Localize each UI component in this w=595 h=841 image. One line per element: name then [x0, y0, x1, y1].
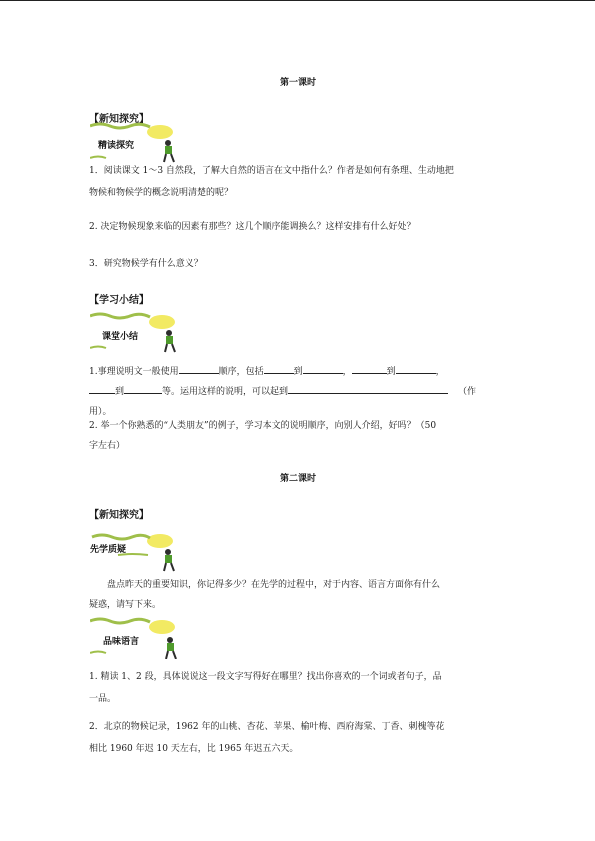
- lesson2-section-explore: 【新知探究】: [89, 510, 149, 521]
- taste-question-1: 1. 精读 1、2 段，具体说说这一段文字写得好在哪里？找出你喜欢的一个词或者句子，品 一品。: [89, 672, 442, 704]
- page-top-border: [0, 0, 595, 1]
- summary-question-2: 2. 举一个你熟悉的“人类朋友”的例子，学习本文的说明顺序，向别人介绍，好吗？（50 字左右）: [89, 421, 437, 451]
- lesson1-question-3: 3．研究物候学有什么意义？: [89, 259, 203, 269]
- badge-read-label: 精读探究: [98, 141, 135, 151]
- badge-pre-study-question: [88, 531, 180, 573]
- blank-to-2[interactable]: [396, 364, 436, 374]
- blank-from-1[interactable]: [264, 364, 294, 374]
- lesson1-section-explore: 【新知探究】: [89, 114, 149, 125]
- badge-summary-label: 课堂小结: [102, 332, 139, 342]
- blank-to-1[interactable]: [303, 364, 343, 374]
- lesson1-title: 第一课时: [280, 78, 317, 88]
- lesson2-title: 第二课时: [280, 474, 317, 484]
- badge-class-summary: [90, 312, 182, 354]
- pre-study-paragraph: 盘点昨天的重要知识，你记得多少？在先学的过程中，对于内容、语言方面你有什么 疑惑，请写下来。: [89, 580, 441, 610]
- blank-from-3[interactable]: [89, 384, 115, 394]
- lesson1-question-1: [89, 160, 509, 204]
- blank-from-2[interactable]: [352, 364, 387, 374]
- blank-order-type[interactable]: [179, 364, 219, 374]
- blank-to-3[interactable]: [124, 384, 162, 394]
- blank-effect[interactable]: [288, 384, 448, 394]
- lesson1-question-2: 2. 决定物候现象来临的因素有那些？这几个顺序能调换么？这样安排有什么好处？: [89, 222, 416, 232]
- badge-taste-language: [90, 617, 182, 659]
- badge-read-explore: [90, 122, 182, 164]
- q1-line2: 物候和物候学的概念说明清楚的呢？: [89, 188, 234, 198]
- lesson1-section-summary: 【学习小结】: [89, 295, 149, 306]
- taste-question-2: 2．北京的物候记录，1962 年的山桃、杏花、苹果、榆叶梅、西府海棠、丁香、刺槐等花 相比 1960 年迟 10 天左右，比 1965 年迟五六天。: [89, 722, 445, 754]
- badge-question-label: 先学质疑: [90, 545, 127, 555]
- q1-line1: 1．阅读课文 1～3 自然段，了解大自然的语言在文中指什么？作者是如何有条理、生动地把: [89, 166, 454, 176]
- summary-fill-in-1: 1.事理说明文一般使用 顺序，包括 到 ， 到 ， 到 等。运用这样的说明，可以起到 （作 用）。: [89, 362, 509, 422]
- badge-taste-label: 品味语言: [103, 637, 140, 647]
